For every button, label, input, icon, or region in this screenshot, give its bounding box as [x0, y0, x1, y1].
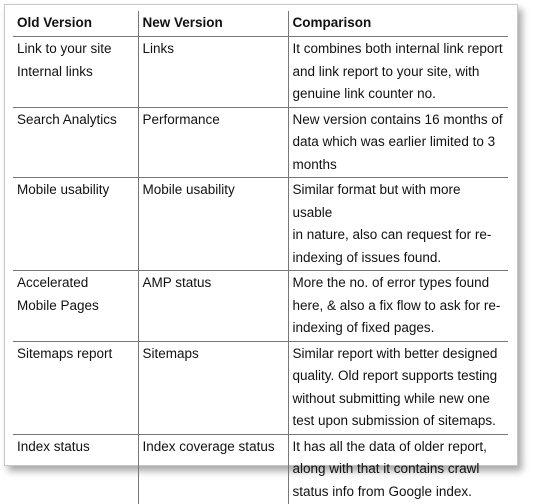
cell-line: and link report to your site, with	[292, 63, 480, 79]
new-version-cell: AMP status	[138, 271, 288, 342]
old-version-cell	[13, 271, 138, 342]
comparison-table	[13, 11, 508, 504]
table-row	[13, 37, 508, 108]
table-header-row	[13, 11, 508, 37]
cell-line: test upon submission of sitemaps.	[292, 413, 496, 428]
cell-line: It combines both internal link report	[292, 41, 503, 56]
cell-line: indexing of fixed pages.	[292, 320, 435, 335]
cell-line: quality. Old report supports testing	[292, 368, 498, 383]
cell-line: Internal links	[17, 63, 93, 79]
comparison-cell	[288, 434, 508, 504]
table-row	[13, 271, 508, 342]
new-version-cell: Index coverage status	[138, 434, 288, 504]
comparison-table-frame	[4, 4, 518, 499]
cell-line: Similar report with better designed	[292, 345, 498, 361]
table-row	[13, 434, 508, 504]
cell-line: in nature, also can request for re-	[292, 227, 492, 242]
cell-line: Sitemaps report	[17, 345, 113, 361]
cell-line: along with that it contains crawl	[292, 461, 480, 476]
cell-line: Index status	[17, 438, 90, 454]
cell-line: indexing of issues found.	[292, 249, 442, 265]
cell-line: Search Analytics	[17, 111, 117, 127]
cell-line: genuine link counter no.	[292, 86, 436, 101]
comparison-cell	[288, 178, 508, 271]
cell-line: status info from Google index.	[292, 483, 472, 499]
header-comparison: Comparison	[288, 11, 508, 37]
old-version-cell	[13, 107, 138, 178]
cell-line: without submitting while new one	[292, 390, 490, 406]
table-row	[13, 107, 508, 178]
cell-line: New version contains 16 months of	[292, 111, 503, 127]
comparison-cell	[288, 37, 508, 108]
cell-line: Link to your site	[17, 41, 112, 56]
cell-line: Mobile Pages	[17, 297, 99, 313]
cell-line: here, & also a fix flow to ask for re-	[292, 297, 501, 313]
old-version-cell	[13, 434, 138, 504]
cell-line: More the no. of error types found	[292, 275, 490, 290]
table-row	[13, 341, 508, 434]
cell-line: Accelerated	[17, 275, 89, 290]
new-version-cell: Sitemaps	[138, 341, 288, 434]
header-new-version: New Version	[138, 11, 288, 37]
cell-line: It has all the data of older report,	[292, 438, 487, 454]
cell-line: Similar format but with more usable	[292, 182, 461, 220]
cell-line: Mobile usability	[17, 182, 110, 197]
new-version-cell: Links	[138, 37, 288, 108]
comparison-cell	[288, 107, 508, 178]
table-row	[13, 178, 508, 271]
header-old-version: Old Version	[13, 11, 138, 37]
comparison-cell	[288, 271, 508, 342]
cell-line: months	[292, 156, 337, 172]
old-version-cell	[13, 37, 138, 108]
old-version-cell	[13, 178, 138, 271]
comparison-cell	[288, 341, 508, 434]
old-version-cell	[13, 341, 138, 434]
new-version-cell: Performance	[138, 107, 288, 178]
new-version-cell: Mobile usability	[138, 178, 288, 271]
cell-line: data which was earlier limited to 3	[292, 134, 496, 149]
